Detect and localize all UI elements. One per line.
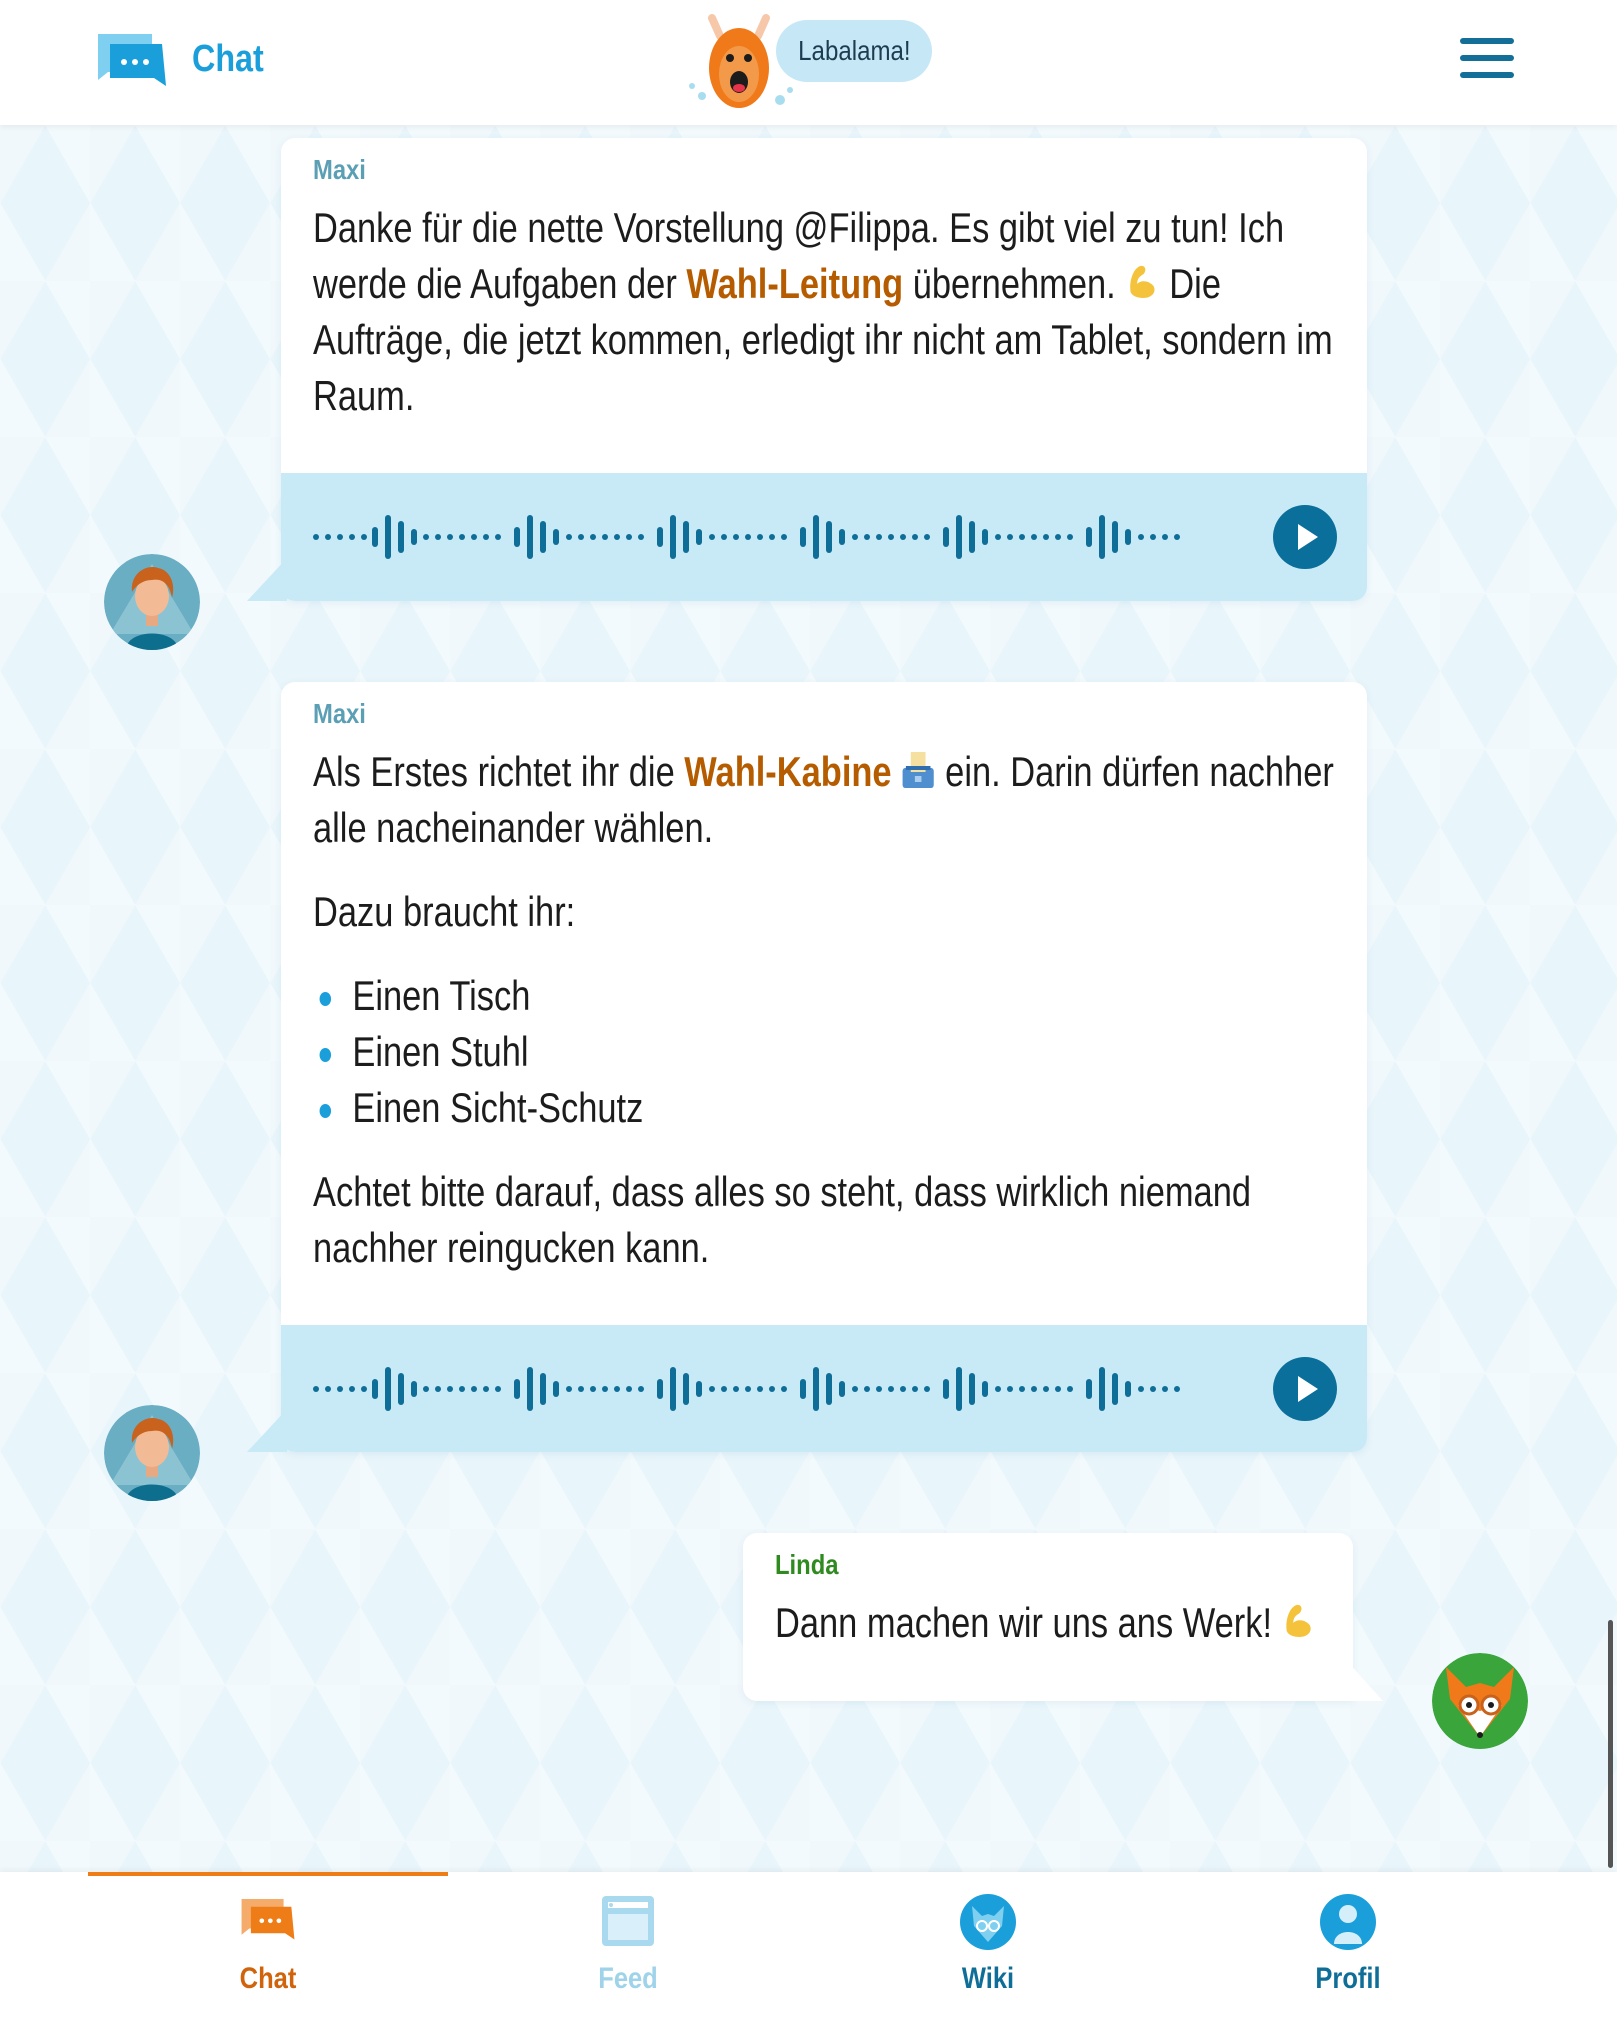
flexed-biceps-icon [1282,1601,1316,1641]
play-button[interactable] [1273,505,1337,569]
bubble-tail [247,1409,287,1452]
list-outro: Achtet bitte darauf, dass alles so steht, dass wirklich niemand nachher reingucken kann. [313,1168,1252,1271]
list-intro: Dazu braucht ihr: [313,888,576,935]
nav-tab-wiki[interactable]: Wiki [808,1872,1168,2017]
message-author: Maxi [313,698,366,729]
chat-icon[interactable] [96,32,168,90]
message-text: Dann machen wir uns ans Werk! [775,1595,1365,1651]
audio-player [281,473,1367,601]
chat-icon [240,1894,296,1946]
message-card [743,1533,1353,1701]
greeting-bubble: Labalama! [776,20,932,82]
bullet-list [313,968,1346,1136]
nav-tab-chat[interactable]: Chat [88,1872,448,2017]
page-title: Chat [192,38,264,80]
bottom-navigation [0,1872,1617,2017]
avatar[interactable] [1432,1653,1528,1749]
list-item: Einen Stuhl [313,1024,1346,1080]
feed-icon [600,1894,656,1948]
profile-icon [1320,1894,1376,1950]
list-item: Einen Sicht-Schutz [313,1080,1346,1136]
wiki-icon [960,1894,1016,1950]
play-button[interactable] [1273,1357,1337,1421]
audio-waveform[interactable] [313,511,1213,563]
flexed-biceps-icon [1125,262,1159,302]
message-text: Danke für die nette Vorstellung @Filippa. Es gibt viel zu tun! Ich werde die Aufgaben der Wahl-Leitung übernehmen. Die Aufträge, die jetzt kommen, erledigt ihr nicht am Tablet, sondern im Raum. [313,204,1333,419]
bubble-tail [247,558,287,601]
nav-tab-profil[interactable]: Profil [1168,1872,1528,2017]
message-text: Als Erstes richtet ihr die Wahl-Kabine ein. Darin dürfen nachher alle nacheinander wählen. Dazu braucht ihr: Einen Tisch Einen Stuhl Einen Sicht-Schutz Achtet bitte darauf, dass alles so steht, dass wirklich niemand nachher reingucken kann. [313,744,1346,1276]
bubble-tail [1347,1661,1383,1701]
scrollbar[interactable] [1608,1620,1613,1868]
ballot-box-icon [901,750,935,790]
avatar[interactable] [104,554,200,650]
message-author: Linda [775,1549,839,1580]
message-author: Maxi [313,154,366,185]
avatar[interactable] [104,1405,200,1501]
app-header [0,0,1617,125]
glossary-link[interactable]: Wahl-Leitung [686,260,904,307]
nav-tab-feed[interactable]: Feed [448,1872,808,2017]
hamburger-menu-icon[interactable] [1460,38,1514,82]
glossary-link[interactable]: Wahl-Kabine [684,748,892,795]
audio-player [281,1325,1367,1452]
list-item: Einen Tisch [313,968,1346,1024]
audio-waveform[interactable] [313,1363,1213,1415]
message-card [281,138,1367,601]
message-card [281,682,1367,1452]
